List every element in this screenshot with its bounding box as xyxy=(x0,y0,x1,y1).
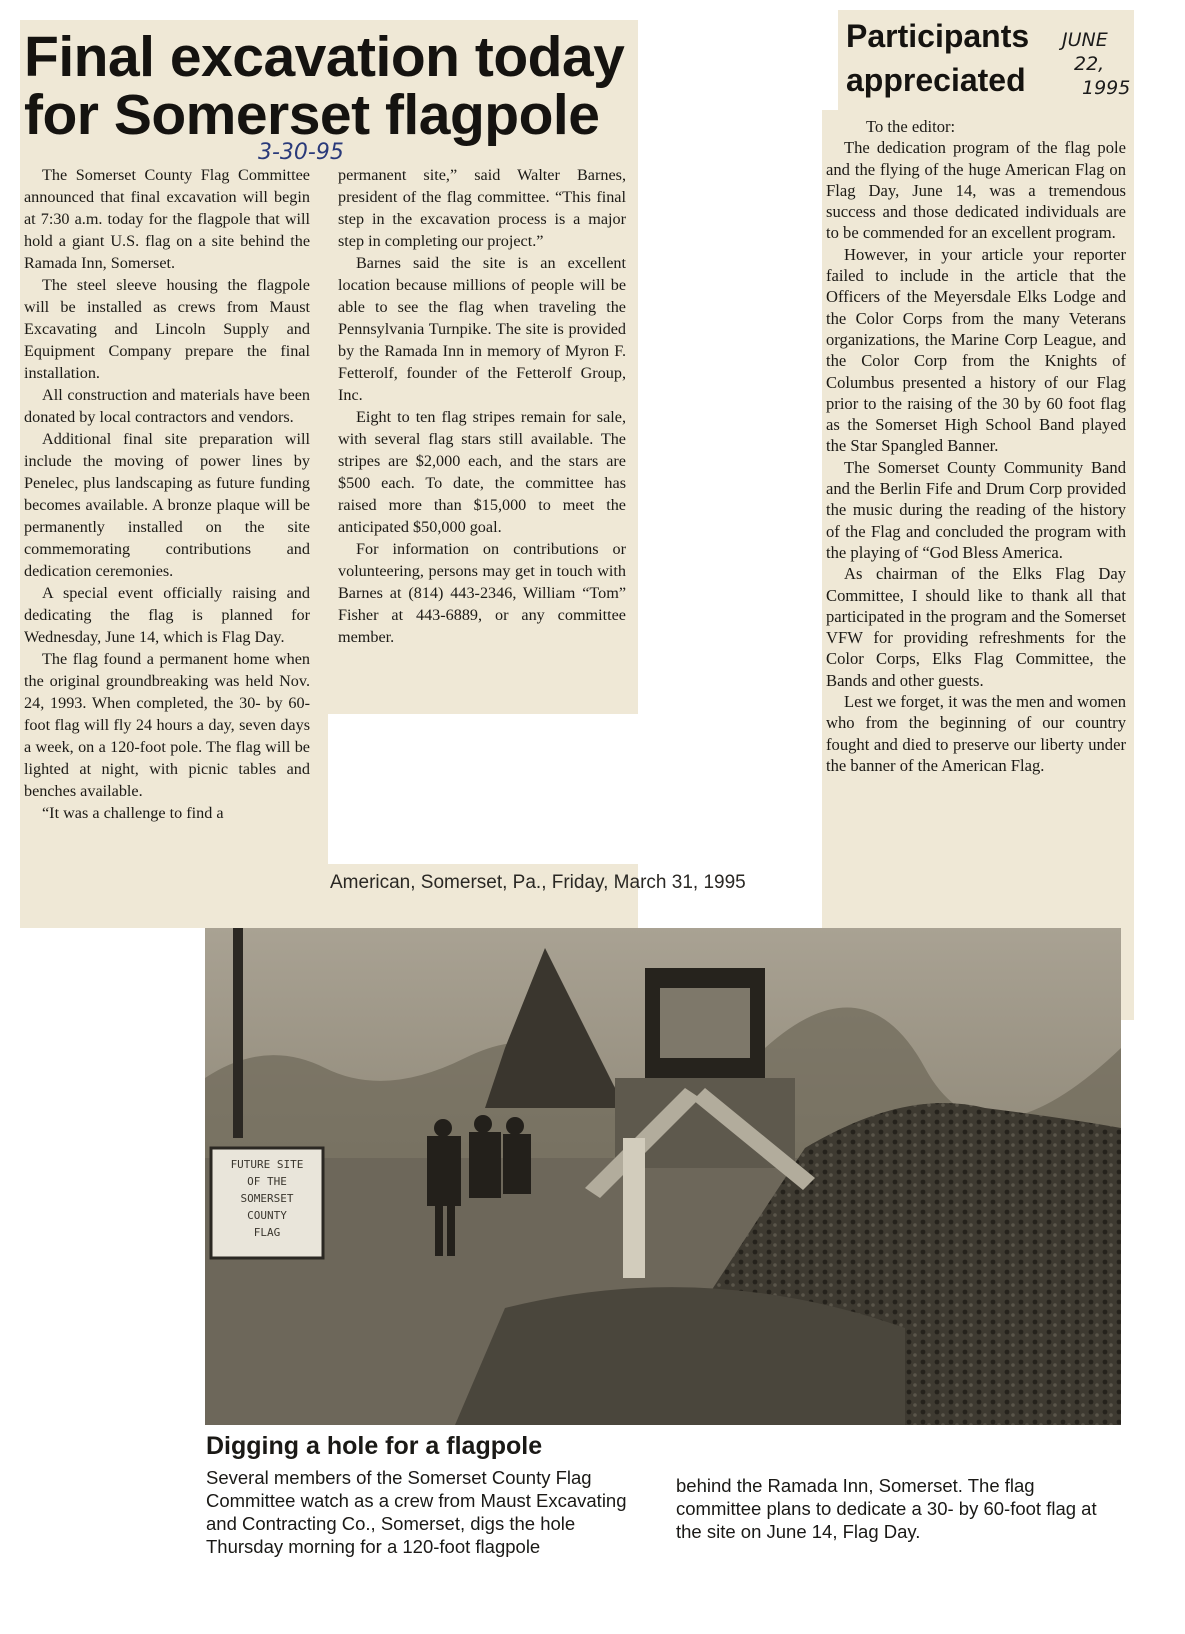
sign-line: SOMERSET xyxy=(240,1192,294,1205)
excavation-photo xyxy=(205,928,1121,1425)
letter-paragraph: Lest we forget, it was the men and women who from the beginning of our country fought and died to preserve our liberty under the banner of the American Flag. xyxy=(826,692,1126,775)
article-paragraph: A special event officially raising and dedicating the flag is planned for Wednesday, June 14, which is Flag Day. xyxy=(24,584,310,646)
excavation-photo-art xyxy=(205,928,1121,1425)
article-paragraph: permanent site,” said Walter Barnes, president of the flag committee. “This final step in the excavation process is a major step in completing our project.” xyxy=(338,166,626,250)
letter-salutation: To the editor: xyxy=(866,117,956,136)
letter-paragraph: The Somerset County Community Band and the Berlin Fife and Drum Corp provided the music during the reading of the history of the Flag and concluded the program with the playing of “God Bless America. xyxy=(826,457,1126,562)
letter-paragraph: However, in your article your reporter failed to include in the article that the Officers of the Meyersdale Elks Lodge and the Color Corps from the many Veterans organizations, the Marine Corp League, and the Color Corp from the Knights of Columbus presented a history of our Flag prior to the raising of the 30 by 60 foot flag as the Somerset High School Band played the Star Spangled Banner. xyxy=(826,244,1126,456)
newspaper-dateline: American, Somerset, Pa., Friday, March 31, 1995 xyxy=(330,872,746,893)
article-paragraph: Additional final site preparation will include the moving of power lines by Penelec, plus landscaping as future funding becomes available. A bronze plaque will be permanently installed on the site commemorating contributions and dedication ceremonies. xyxy=(24,430,310,580)
letter-headline xyxy=(846,14,1046,102)
letter-body xyxy=(826,116,1126,776)
sign-line: COUNTY xyxy=(247,1209,287,1222)
photo-caption-col1: Several members of the Somerset County Flag Committee watch as a crew from Maust Excavating and Contracting Co., Somerset, digs the hole Thursday morning for a 120-foot flagpole xyxy=(206,1467,627,1557)
article-paragraph: For information on contributions or volunteering, persons may get in touch with Barnes at (814) 443-2346, William “Tom” Fisher at 443-6889, or any committee member. xyxy=(338,540,626,646)
article-headline xyxy=(24,25,634,148)
blank-gap xyxy=(328,714,640,864)
article-column-1 xyxy=(24,164,310,824)
article-paragraph: The Somerset County Flag Committee announced that final excavation will begin at 7:30 a.m. today for the flagpole that will hold a giant U.S. flag on a site behind the Ramada Inn, Somerset. xyxy=(24,166,310,272)
letter-handwritten-date xyxy=(1062,28,1130,100)
article-paragraph: All construction and materials have been donated by local contractors and vendors. xyxy=(24,386,310,426)
photo-caption-col2: behind the Ramada Inn, Somerset. The flag committee plans to dedicate a 30- by 60-foot flag at the site on June 14, Flag Day. xyxy=(676,1475,1097,1542)
article-paragraph: Barnes said the site is an excellent location because millions of people will be able to see the flag when traveling the Pennsylvania Turnpike. The site is provided by the Ramada Inn in memory of Myron F. Fetterolf, founder of the Fetterolf Group, Inc. xyxy=(338,254,626,404)
letter-headline-line1: Participants xyxy=(846,18,1030,54)
letter-paragraph: As chairman of the Elks Flag Day Committee, I should like to thank all that participated in the program and the Somerset VFW for providing refreshments for the Color Corps, Elks Flag Committee, the Bands and other guests. xyxy=(826,564,1126,690)
article-column-2 xyxy=(338,164,626,648)
photo-caption-title: Digging a hole for a flagpole xyxy=(206,1432,543,1460)
article-headline-line1: Final excavation today xyxy=(24,25,625,89)
sign-line: FLAG xyxy=(253,1226,281,1239)
sign-line: OF THE xyxy=(247,1175,287,1188)
handwritten-day: 22, xyxy=(1074,53,1105,75)
sign-line: FUTURE SITE xyxy=(230,1158,304,1171)
article-paragraph: Eight to ten flag stripes remain for sale, with several flag stars still available. The stripes are $2,000 each, and the stars are $500 each. To date, the committee has raised more than $15,000 to meet the anticipated $50,000 goal. xyxy=(338,408,626,536)
article-headline-line2: for Somerset flagpole xyxy=(24,83,600,148)
article-paragraph: The steel sleeve housing the flagpole will be installed as crews from Maust Excavating and Lincoln Supply and Equipment Company prepare the final installation. xyxy=(24,276,310,382)
handwritten-date: 3-30-95 xyxy=(258,140,344,165)
letter-headline-line2: appreciated xyxy=(846,62,1026,98)
letter-paragraph: The dedication program of the flag pole and the flying of the huge American Flag on Flag Day, June 14, was a tremendous success and those dedicated individuals are to be commended for an excellent program. xyxy=(826,138,1126,243)
article-paragraph: “It was a challenge to find a xyxy=(42,804,224,822)
handwritten-year: 1995 xyxy=(1082,77,1131,99)
handwritten-month: JUNE xyxy=(1062,29,1108,51)
article-paragraph: The flag found a permanent home when the original groundbreaking was held Nov. 24, 1993. When completed, the 30- by 60-foot flag will fly 24 hours a day, seven days a week, on a 120-foot pole. The flag will be lighted at night, with picnic tables and benches available. xyxy=(24,650,310,800)
